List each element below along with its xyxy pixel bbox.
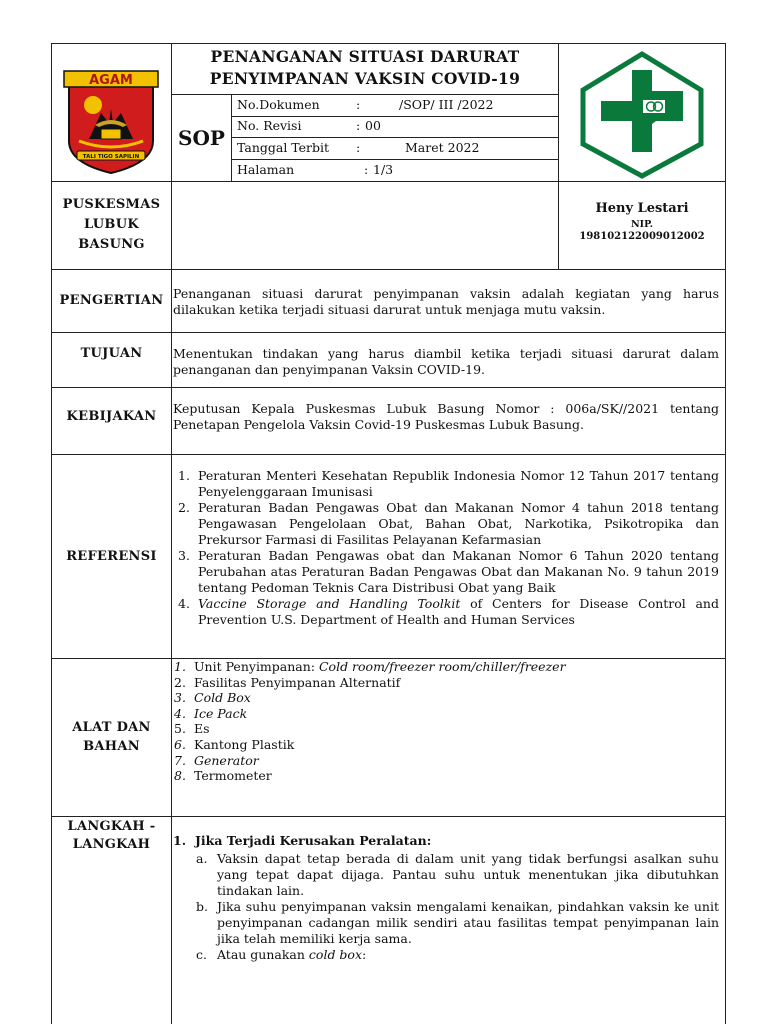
puskesmas-name <box>52 195 171 255</box>
step-number: 1. <box>173 833 187 848</box>
alat-item <box>169 675 719 691</box>
signer-block <box>559 201 725 242</box>
meta-value: /SOP/ III /2022 <box>399 97 494 112</box>
meta-sep: : <box>356 97 361 112</box>
org-line-2: LUBUK <box>84 217 139 232</box>
step-sub-item <box>195 947 719 963</box>
item-number: 3. <box>174 690 186 706</box>
sop-document <box>51 43 726 1024</box>
meta-row-dokumen <box>237 95 557 116</box>
langkah-label-line-1: LANGKAH - <box>67 819 156 834</box>
langkah-label-line-2: LANGKAH <box>72 837 151 852</box>
item-letter: c. <box>196 947 207 962</box>
item-text: Kantong Plastik <box>194 736 295 752</box>
item-number: 2. <box>178 500 190 515</box>
langkah-content <box>173 833 719 963</box>
item-text: Es <box>194 721 210 737</box>
alat-item <box>169 753 719 769</box>
alat-label <box>52 658 171 816</box>
pengertian-text: Penanganan situasi darurat penyimpanan vaksin adalah kegiatan yang harus dilakukan ketika terjadi situasi darurat untuk menjaga mutu vaksin. <box>173 286 719 317</box>
item-text-tail: : <box>362 947 367 962</box>
title-line-1: PENANGANAN SITUASI DARURAT <box>210 47 520 66</box>
item-number: 4. <box>178 596 190 611</box>
item-number: 1. <box>178 468 190 483</box>
nip-label: NIP. <box>630 219 653 230</box>
kebijakan-text: Keputusan Kepala Puskesmas Lubuk Basung Nomor : 006a/SK//2021 tentang Penetapan Pengelola Vaksin Covid-19 Puskesmas Lubuk Basung. <box>173 401 719 432</box>
org-line-3: BASUNG <box>78 237 145 252</box>
item-text: Termometer <box>194 768 272 784</box>
meta-value: 1/3 <box>373 162 394 177</box>
step-title: Jika Terjadi Kerusakan Peralatan: <box>195 833 432 848</box>
referensi-label: REFERENSI <box>66 548 157 564</box>
meta-row-tanggal <box>237 138 557 159</box>
item-text-italic: cold box <box>308 947 362 962</box>
item-letter: b. <box>196 899 208 914</box>
meta-sep: : <box>356 140 361 155</box>
step-sub-item <box>195 899 719 947</box>
referensi-item <box>173 596 719 628</box>
meta-label: No. Revisi <box>237 118 302 133</box>
item-letter: a. <box>196 851 208 866</box>
alat-item <box>169 690 719 706</box>
meta-label: Halaman <box>237 162 295 177</box>
nip-value: 198102122009012002 <box>579 231 705 242</box>
alat-item <box>169 659 719 675</box>
pengertian-label: PENGERTIAN <box>59 293 164 308</box>
sop-label: SOP <box>178 126 225 150</box>
kebijakan-label: KEBIJAKAN <box>66 408 157 424</box>
item-number: 1. <box>174 659 186 674</box>
meta-sep: : <box>356 118 361 133</box>
item-number: 6. <box>174 736 186 752</box>
item-text: Vaksin dapat tetap berada di dalam unit yang tidak berfungsi asalkan suhu yang tepat dapat dijaga. Pantau suhu untuk menentukan jika dibutuhkan tindakan lain. <box>217 851 719 898</box>
meta-value: 00 <box>365 118 381 133</box>
item-number: 2. <box>174 674 186 690</box>
meta-row-halaman <box>237 160 557 181</box>
signer-name: Heny Lestari <box>595 201 689 216</box>
meta-row-revisi <box>237 117 557 137</box>
item-text-italic: Generator <box>194 752 259 768</box>
item-text: Atau gunakan <box>217 947 309 962</box>
item-number: 7. <box>174 752 186 768</box>
alat-item <box>169 768 719 784</box>
item-text: of Centers for Disease Control and Prevention U.S. Department of Health and Human Services <box>198 596 719 627</box>
meta-sep: : <box>364 162 369 177</box>
agam-regency-logo-cell <box>51 43 171 181</box>
alat-label-line-1: ALAT DAN <box>72 720 151 735</box>
item-number: 3. <box>178 548 190 563</box>
referensi-item <box>173 500 719 548</box>
step-1-heading <box>173 833 719 849</box>
alat-label-line-2: BAHAN <box>83 739 140 754</box>
item-text: Peraturan Badan Pengawas Obat dan Makanan Nomor 4 tahun 2018 tentang Pengawasan Pengelolaan Obat, Bahan Obat, Narkotika, Psikotropika dan Prekursor Farmasi di Fasilitas Pelayanan Kefarmasian <box>198 500 719 547</box>
item-text-italic: Vaccine Storage and Handling Toolkit <box>198 596 461 611</box>
item-number: 5. <box>174 721 186 737</box>
alat-item <box>169 721 719 737</box>
step-sub-item <box>195 851 719 899</box>
item-text-italic: Cold room/freezer room/chiller/freezer <box>318 659 566 674</box>
logo-banner-text: AGAM <box>89 73 133 88</box>
meta-label: Tanggal Terbit <box>237 140 330 155</box>
tujuan-text: Menentukan tindakan yang harus diambil ketika terjadi situasi darurat dalam penanganan dan penyimpanan Vaksin COVID-19. <box>173 346 719 377</box>
alat-item <box>169 737 719 753</box>
puskesmas-logo <box>559 44 725 181</box>
item-text: Jika suhu penyimpanan vaksin mengalami kenaikan, pindahkan vaksin ke unit penyimpanan cadangan milik sendiri atau fasilitas tempat penyimpanan lain jika telah memiliki kerja sama. <box>217 899 719 946</box>
logo-motto: TALI TIGO SAPILIN <box>82 154 140 160</box>
meta-value: Maret 2022 <box>405 140 480 155</box>
org-line-1: PUSKESMAS <box>62 197 161 212</box>
item-text: Fasilitas Penyimpanan Alternatif <box>194 674 401 690</box>
item-number: 8. <box>174 768 186 784</box>
puskesmas-logo-cell <box>559 44 725 181</box>
item-text: Peraturan Menteri Kesehatan Republik Indonesia Nomor 12 Tahun 2017 tentang Penyelenggaraan Imunisasi <box>198 468 719 499</box>
item-text: Unit Penyimpanan: <box>194 659 319 674</box>
item-number: 4. <box>174 705 186 721</box>
referensi-item <box>173 468 719 500</box>
item-text-italic: Cold Box <box>194 690 251 706</box>
tujuan-label: TUJUAN <box>80 345 143 361</box>
alat-list <box>169 659 719 784</box>
referensi-item <box>173 548 719 596</box>
document-title <box>172 44 558 94</box>
item-text: Peraturan Badan Pengawas obat dan Makanan Nomor 6 Tahun 2020 tentang Perubahan atas Peraturan Badan Pengawas Obat dan Makanan No. 9 tahun 2019 tentang Pedoman Teknis Cara Distribusi Obat yang Baik <box>198 548 719 595</box>
title-line-2: PENYIMPANAN VAKSIN COVID-19 <box>209 69 521 88</box>
item-text-italic: Ice Pack <box>194 705 248 721</box>
agam-regency-logo <box>51 43 171 181</box>
alat-item <box>169 706 719 722</box>
langkah-label <box>52 817 171 854</box>
meta-label: No.Dokumen <box>237 97 320 112</box>
referensi-list <box>173 468 719 628</box>
